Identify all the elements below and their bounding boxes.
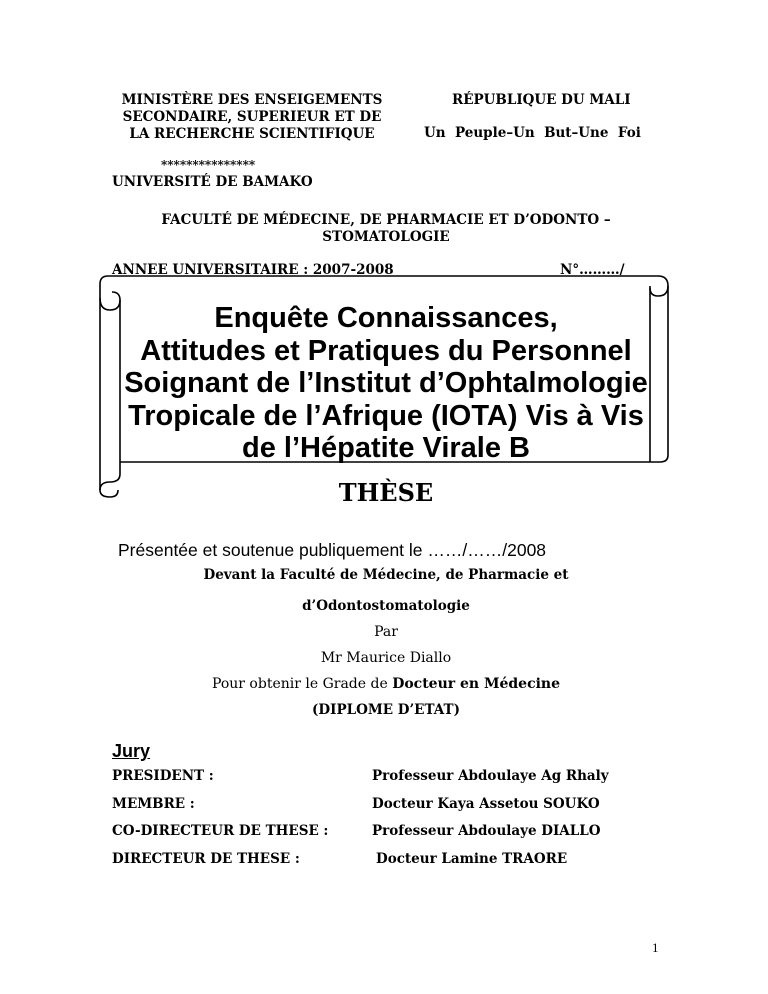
ministry-line-3: LA RECHERCHE SCIENTIFIQUE bbox=[129, 126, 375, 142]
faculty-line-1: FACULTÉ DE MÉDECINE, DE PHARMACIE ET D’ODONTO – bbox=[161, 212, 611, 228]
author-name: Mr Maurice Diallo bbox=[320, 650, 452, 666]
ministry-line-1: MINISTÈRE DES ENSEIGEMENTS bbox=[121, 92, 383, 108]
grade-prefix: Pour obtenir le Grade de bbox=[211, 676, 393, 692]
jury-name-membre: Docteur Kaya Assetou SOUKO bbox=[372, 796, 600, 812]
title-line-5: de l’Hépatite Virale B bbox=[242, 432, 530, 464]
presentation-faculty-2: d’Odontostomatologie bbox=[302, 598, 470, 614]
these-heading: THÈSE bbox=[338, 478, 434, 507]
jury-role-directeur: DIRECTEUR DE THESE : bbox=[112, 851, 300, 867]
grade-line bbox=[112, 676, 660, 692]
thesis-title bbox=[112, 302, 660, 465]
title-line-4: Tropicale de l’Afrique (IOTA) Vis à Vis bbox=[128, 399, 644, 432]
presentation-line: Présentée et soutenue publiquement le ……/……/2008 bbox=[118, 540, 547, 560]
par-label: Par bbox=[374, 624, 398, 640]
jury-role-president: PRESIDENT : bbox=[112, 768, 214, 784]
jury-role-membre: MEMBRE : bbox=[112, 796, 195, 812]
jury-name-co-directeur: Professeur Abdoulaye DIALLO bbox=[372, 823, 601, 839]
title-line-2: Attitudes et Pratiques du Personnel bbox=[140, 334, 632, 367]
presentation-faculty-1: Devant la Faculté de Médecine, de Pharmacie et bbox=[203, 567, 569, 583]
faculty-line-2: STOMATOLOGIE bbox=[322, 229, 450, 245]
university-name: UNIVERSITÉ DE BAMAKO bbox=[112, 174, 313, 190]
title-line-3: Soignant de l’Institut d’Ophtalmologie bbox=[124, 367, 648, 399]
jury-heading: Jury bbox=[112, 741, 151, 761]
grade-title: Docteur en Médecine bbox=[392, 676, 560, 692]
motto: Un Peuple–Un But–Une Foi bbox=[424, 125, 641, 141]
republic-title: RÉPUBLIQUE DU MALI bbox=[452, 92, 631, 108]
jury-name-directeur: Docteur Lamine TRAORE bbox=[376, 851, 568, 867]
jury-role-co-directeur: CO-DIRECTEUR DE THESE : bbox=[112, 823, 329, 839]
academic-year: ANNEE UNIVERSITAIRE : 2007-2008 bbox=[112, 262, 394, 278]
page-number: 1 bbox=[652, 940, 659, 955]
title-line-1: Enquête Connaissances, bbox=[214, 302, 558, 334]
ministry-line-2: SECONDAIRE, SUPERIEUR ET DE bbox=[122, 109, 382, 125]
jury-name-president: Professeur Abdoulaye Ag Rhaly bbox=[372, 768, 609, 784]
stars-separator: *************** bbox=[161, 158, 256, 172]
thesis-number: N°………/ bbox=[560, 262, 625, 278]
diplome-label: (DIPLOME D’ETAT) bbox=[312, 702, 460, 718]
